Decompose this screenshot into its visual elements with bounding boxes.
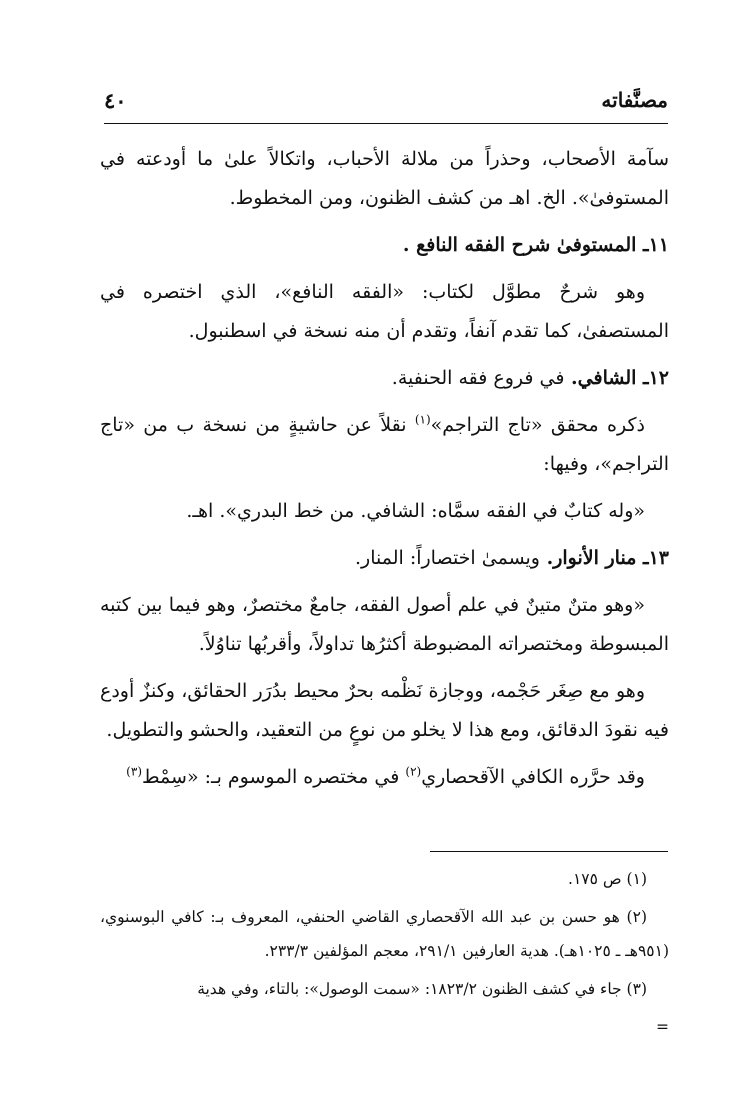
paragraph-text: في مختصره الموسوم بـ: «سِمْط bbox=[142, 766, 406, 788]
header-rule bbox=[104, 123, 668, 124]
paragraph-text: نقلاً عن حاشيةٍ من نسخة ب من «تاج التراجم»، وفيها: bbox=[100, 414, 669, 475]
entry-heading-13 bbox=[100, 539, 669, 578]
entry-subtitle: ويسمىٰ اختصاراً: المنار. bbox=[355, 547, 540, 569]
page-header bbox=[104, 88, 668, 118]
quotation: وهو مع صِغَر حَجْمه، ووجازة نَظْمه بحرٌ محيط بدُرَر الحقائق، وكنزٌ أودع فيه نقودَ الدقائق، ومع هذا لا يخلو من نوعٍ من التعقيد، والحشو والتطويل. bbox=[100, 680, 669, 741]
entry-paragraph: وهو شرحٌ مطوَّل لكتاب: «الفقه النافع»، الذي اختصره في المستصفىٰ، كما تقدم آنفاً، وتقدم أن منه نسخة في اسطنبول. bbox=[100, 281, 669, 342]
footnote-continuation-mark: = bbox=[656, 1018, 669, 1036]
quotation: «وله كتابٌ في الفقه سمَّاه: الشافي. من خط البدري». اهـ. bbox=[186, 500, 645, 522]
entry-heading-12 bbox=[100, 359, 669, 398]
footnote-ref-2: (٢) bbox=[405, 764, 422, 779]
footnotes bbox=[100, 862, 669, 1044]
footnote-rule bbox=[430, 851, 668, 852]
entry-number-title: ١٣ـ منار الأنوار. bbox=[546, 547, 669, 569]
footnote-ref-3: (٣) bbox=[126, 764, 142, 779]
page-number: ٤٠ bbox=[104, 88, 127, 113]
entry-number-title: ١١ـ المستوفىٰ bbox=[556, 234, 669, 256]
footnote-3: (٣) جاء في كشف الظنون ١٨٢٣/٢: «سمت الوصول»: بالتاء، وفي هدية bbox=[197, 980, 647, 998]
footnote-2: (٢) هو حسن بن عبد الله الآقحصاري القاضي الحنفي، المعروف بـ: كافي البوسنوي، (٩٥١هـ ـ ١٠٢٥هـ). هدية العارفين ٢٩١/١، معجم المؤلفين ٢٣٣/٣. bbox=[100, 908, 669, 960]
running-title: مصنَّفاته bbox=[601, 88, 668, 112]
quotation: «وهو متنٌ متينٌ في علم أصول الفقه، جامعٌ مختصرٌ، وهو فيما بين كتبه المبسوطة ومختصراته المضبوطة أكثرُها تداولاً، وأقربُها تناوُلاً. bbox=[100, 594, 669, 655]
entry-paragraph bbox=[100, 406, 669, 484]
entry-heading-11 bbox=[100, 226, 669, 265]
paragraph-text: وقد حرَّره الكافي الآقحصاري bbox=[421, 766, 645, 788]
entry-subtitle: شرح الفقه النافع . bbox=[402, 234, 551, 256]
entry-subtitle: في فروع فقه الحنفية. bbox=[391, 367, 565, 389]
footnote-1: (١) ص ١٧٥. bbox=[568, 870, 647, 888]
footnote-ref-1: (١) bbox=[414, 412, 431, 427]
entry-number-title: ١٢ـ الشافي. bbox=[571, 367, 669, 389]
paragraph-continuation: سآمة الأصحاب، وحذراً من ملالة الأحباب، واتكالاً علىٰ ما أودعته في المستوفىٰ». الخ. اهـ من كشف الظنون، ومن المخطوط. bbox=[100, 148, 669, 209]
paragraph-text: ذكره محقق «تاج التراجم» bbox=[430, 414, 645, 436]
entry-paragraph bbox=[100, 758, 669, 797]
main-text bbox=[100, 140, 669, 805]
